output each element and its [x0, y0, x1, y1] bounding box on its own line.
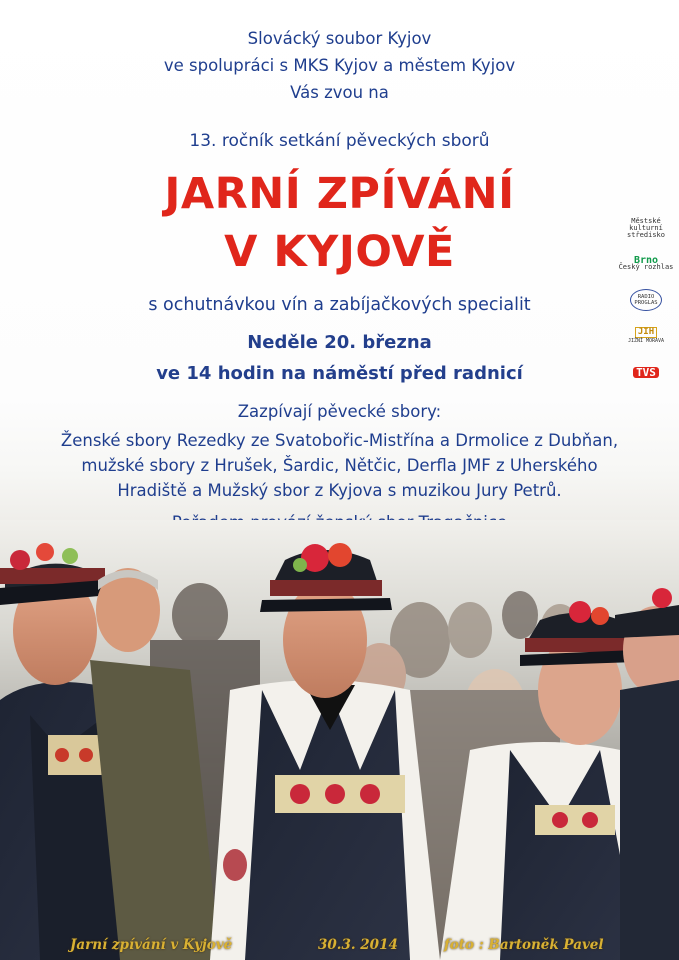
choirs-line2: mužské sbory z Hrušek, Šardic, Nětčic, Derfla JMF z Uherského: [81, 456, 598, 475]
tvs-logo-text: TVS: [633, 367, 659, 378]
cooperation-line: ve spolupráci s MKS Kyjov a městem Kyjov: [163, 56, 516, 75]
jih-logo-text: JIH: [635, 327, 657, 338]
caption-date: 30.3. 2014: [318, 937, 398, 953]
mks-logo: [618, 213, 674, 243]
sponsor-logos: [618, 213, 674, 393]
singer-far-right: [615, 588, 679, 960]
tvs-logo: [618, 357, 674, 387]
brno-logo-text: Brno: [633, 255, 659, 266]
brno-radio-logo: [618, 249, 674, 279]
event-title-line2: V KYJOVĚ: [224, 227, 455, 277]
organizer-line: Slovácký soubor Kyjov: [247, 29, 432, 48]
choirs-line3: Hradiště a Mužský sbor z Kyjova s muzikou Jury Petrů.: [117, 481, 562, 500]
caption-event: Jarní zpívání v Kyjově: [70, 937, 233, 953]
brno-logo-subtext: Český rozhlas: [618, 263, 674, 271]
jih-logo: [618, 321, 674, 351]
choirs-heading: Zazpívají pěvecké sbory:: [237, 402, 442, 421]
event-date: Neděle 20. března: [247, 332, 432, 353]
event-title-line1: JARNÍ ZPÍVÁNÍ: [164, 169, 515, 219]
caption-credit: foto : Bartoněk Pavel: [444, 937, 604, 953]
proglas-ring: [630, 289, 662, 311]
photo-caption: [0, 932, 679, 958]
choir-photo: [0, 520, 679, 960]
edition-line: 13. ročník setkání pěveckých sborů: [189, 131, 490, 151]
choir-photo-illustration: [0, 520, 679, 960]
jih-logo-subtext: JIŽNÍ MORAVA: [627, 338, 665, 344]
invitation-line: Vás zvou na: [290, 83, 389, 102]
event-subtitle: s ochutnávkou vín a zabíjačkových specialit: [148, 295, 531, 315]
proglas-logo-text: RADIO PROGLAS: [634, 294, 658, 306]
proglas-logo: [618, 285, 674, 315]
event-time-place: ve 14 hodin na náměstí před radnicí: [156, 363, 523, 384]
mks-logo-text: Městské kulturní středisko: [627, 216, 665, 239]
choirs-line1: Ženské sbory Rezedky ze Svatobořic-Mistřína a Drmolice z Dubňan,: [60, 431, 619, 450]
